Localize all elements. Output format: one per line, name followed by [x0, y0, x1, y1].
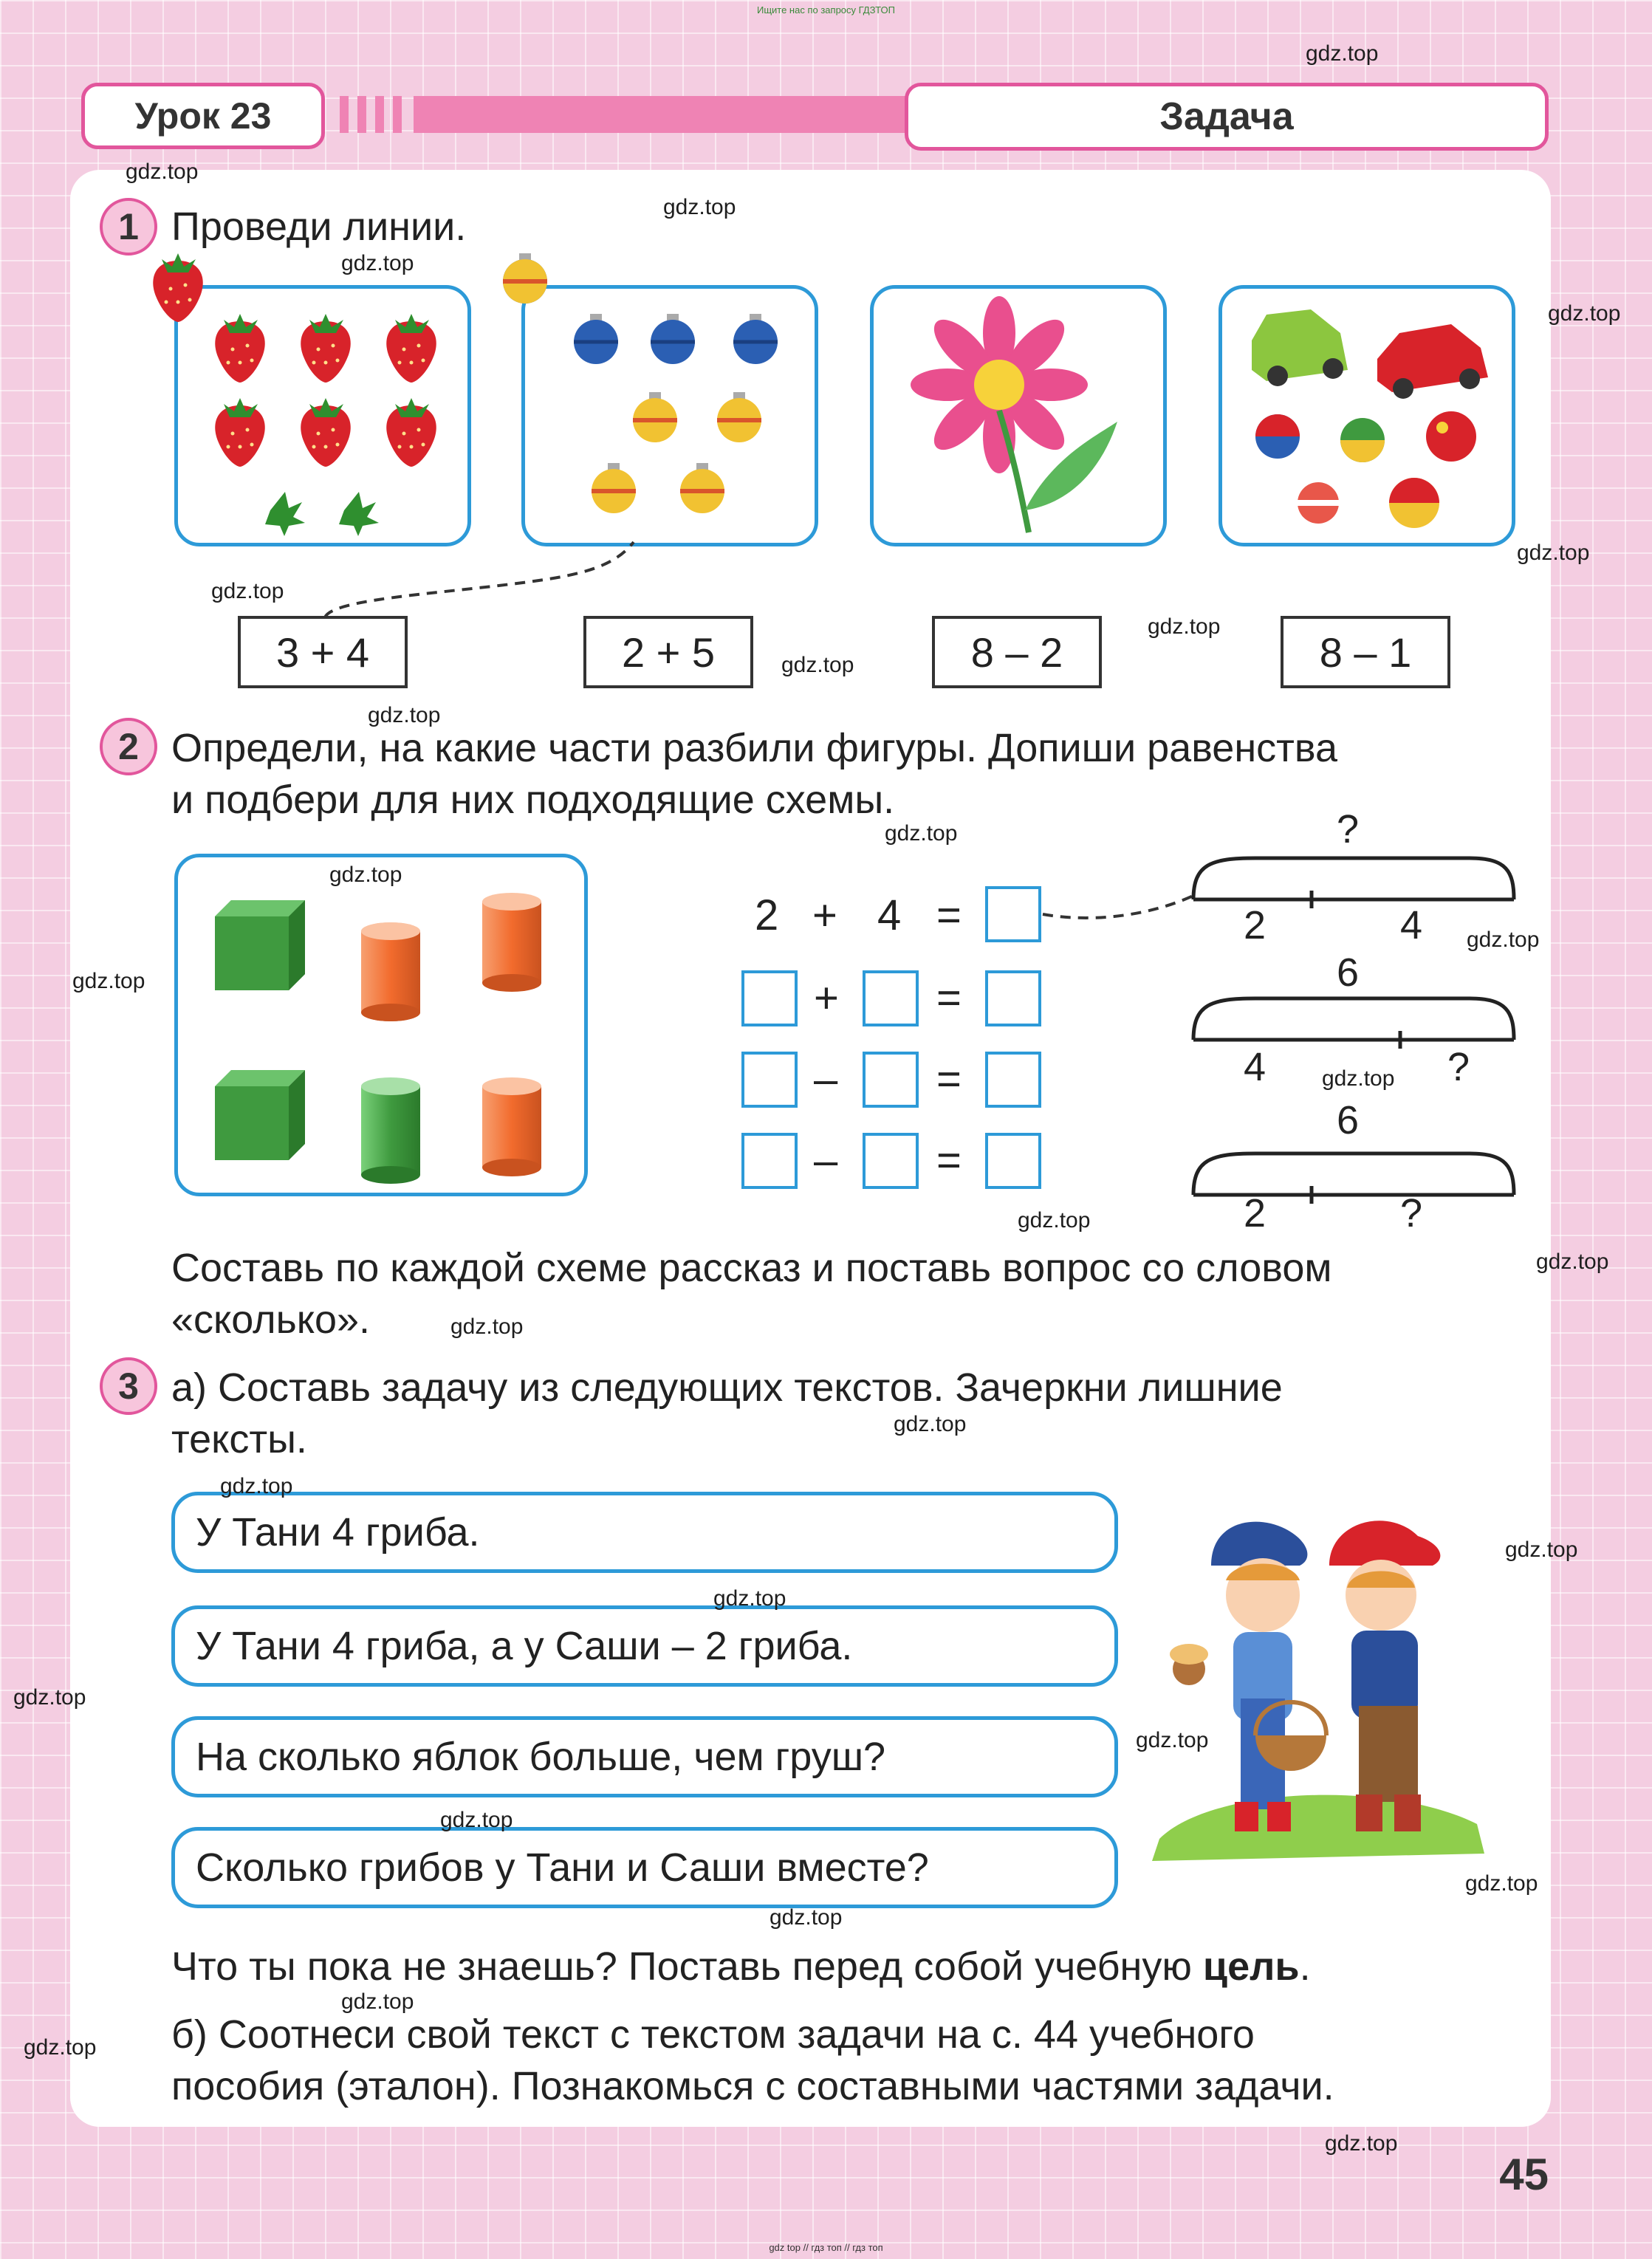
- eq3-op: –: [814, 1055, 838, 1103]
- girl-figure-icon: [1170, 1522, 1326, 1831]
- watermark: gdz.top: [894, 1412, 967, 1436]
- watermark: gdz.top: [1465, 1871, 1538, 1896]
- eq4-op: –: [814, 1137, 838, 1185]
- watermark: gdz.top: [126, 160, 199, 184]
- eq1-a: 2: [755, 891, 779, 939]
- task2-text-line2: и подбери для них подходящие схемы.: [171, 778, 895, 822]
- bottom-note: gdz top // гдз топ // гдз топ: [769, 2242, 883, 2253]
- watermark: gdz.top: [211, 579, 284, 603]
- watermark: gdz.top: [885, 821, 958, 846]
- task2-story-line1: Составь по каждой схеме рассказ и поставь вопрос со словом: [171, 1246, 1332, 1290]
- goal-line: Что ты пока не знаешь? Поставь перед собой учебную цель.: [171, 1944, 1311, 1989]
- watermark: gdz.top: [1548, 301, 1621, 326]
- option-text-4[interactable]: Сколько грибов у Тани и Саши вместе?: [171, 1827, 1118, 1908]
- task2-text-line1: Определи, на какие части разбили фигуры. Допиши равенства: [171, 726, 1337, 770]
- task1-number: 1: [100, 198, 157, 256]
- task2-story-line2: «сколько».: [171, 1298, 371, 1342]
- option-text-1[interactable]: У Тани 4 гриба.: [171, 1492, 1118, 1573]
- watermark: gdz.top: [450, 1314, 524, 1339]
- eq1-b: 4: [877, 891, 902, 939]
- watermark: gdz.top: [13, 1685, 86, 1710]
- page-number: 45: [1499, 2150, 1549, 2199]
- task2-number: 2: [100, 718, 157, 775]
- watermark: gdz.top: [713, 1586, 786, 1611]
- expression-2-plus-5[interactable]: 2 + 5: [583, 616, 753, 688]
- task3-b-line2: пособия (эталон). Познакомься с составными частями задачи.: [171, 2064, 1334, 2108]
- scheme2-right: ?: [1447, 1045, 1470, 1089]
- task3-number: 3: [100, 1357, 157, 1415]
- watermark: gdz.top: [368, 703, 441, 727]
- eq1-eq: =: [936, 891, 962, 939]
- scheme1-right: 4: [1400, 903, 1423, 947]
- watermark: gdz.top: [1136, 1728, 1209, 1752]
- scheme3-top: 6: [1337, 1098, 1360, 1142]
- eq2-eq: =: [936, 974, 962, 1022]
- watermark: gdz.top: [1505, 1538, 1578, 1562]
- watermark: gdz.top: [220, 1474, 293, 1498]
- watermark: gdz.top: [1517, 541, 1590, 565]
- scheme3-left: 2: [1244, 1191, 1267, 1235]
- page-title: Задача: [905, 83, 1549, 151]
- expression-8-minus-2[interactable]: 8 – 2: [932, 616, 1102, 688]
- task3-text-line2: тексты.: [171, 1417, 307, 1461]
- watermark: gdz.top: [72, 969, 145, 993]
- boy-figure-icon: [1329, 1521, 1440, 1831]
- expression-3-plus-4[interactable]: 3 + 4: [238, 616, 408, 688]
- eq1-op: +: [812, 891, 837, 939]
- eq2-op: +: [814, 974, 839, 1022]
- task3-b-line1: б) Соотнеси свой текст с текстом задачи на с. 44 учебного: [171, 2012, 1255, 2057]
- watermark: gdz.top: [1467, 928, 1540, 952]
- scheme2-top: 6: [1337, 950, 1360, 995]
- eq3-eq: =: [936, 1055, 962, 1103]
- watermark: gdz.top: [663, 195, 736, 219]
- task3-text-line1: а) Составь задачу из следующих текстов. Зачеркни лишние: [171, 1365, 1283, 1410]
- option-text-3[interactable]: На сколько яблок больше, чем груш?: [171, 1716, 1118, 1797]
- watermark: gdz.top: [341, 251, 414, 275]
- watermark: gdz.top: [1148, 614, 1221, 639]
- watermark: gdz.top: [440, 1808, 513, 1832]
- lesson-label: Урок 23: [81, 83, 325, 149]
- watermark: gdz.top: [1306, 41, 1379, 66]
- watermark: gdz.top: [1325, 2131, 1398, 2156]
- scheme2-left: 4: [1244, 1045, 1267, 1089]
- watermark: gdz.top: [1322, 1066, 1395, 1091]
- scheme3-right: ?: [1400, 1191, 1423, 1235]
- scheme1-left: 2: [1244, 903, 1267, 947]
- task1-text: Проведи линии.: [171, 205, 467, 249]
- watermark: gdz.top: [781, 653, 854, 677]
- expression-8-minus-1[interactable]: 8 – 1: [1281, 616, 1450, 688]
- watermark: gdz.top: [1536, 1250, 1609, 1274]
- watermark: gdz.top: [341, 1989, 414, 2014]
- option-text-2[interactable]: У Тани 4 гриба, а у Саши – 2 гриба.: [171, 1605, 1118, 1687]
- watermark: gdz.top: [770, 1905, 843, 1930]
- scheme1-top: ?: [1337, 807, 1360, 851]
- eq4-eq: =: [936, 1137, 962, 1185]
- watermark: gdz.top: [1018, 1208, 1091, 1233]
- watermark: gdz.top: [24, 2035, 97, 2060]
- top-note: Ищите нас по запросу ГДЗТОП: [756, 4, 895, 16]
- watermark: gdz.top: [329, 863, 402, 887]
